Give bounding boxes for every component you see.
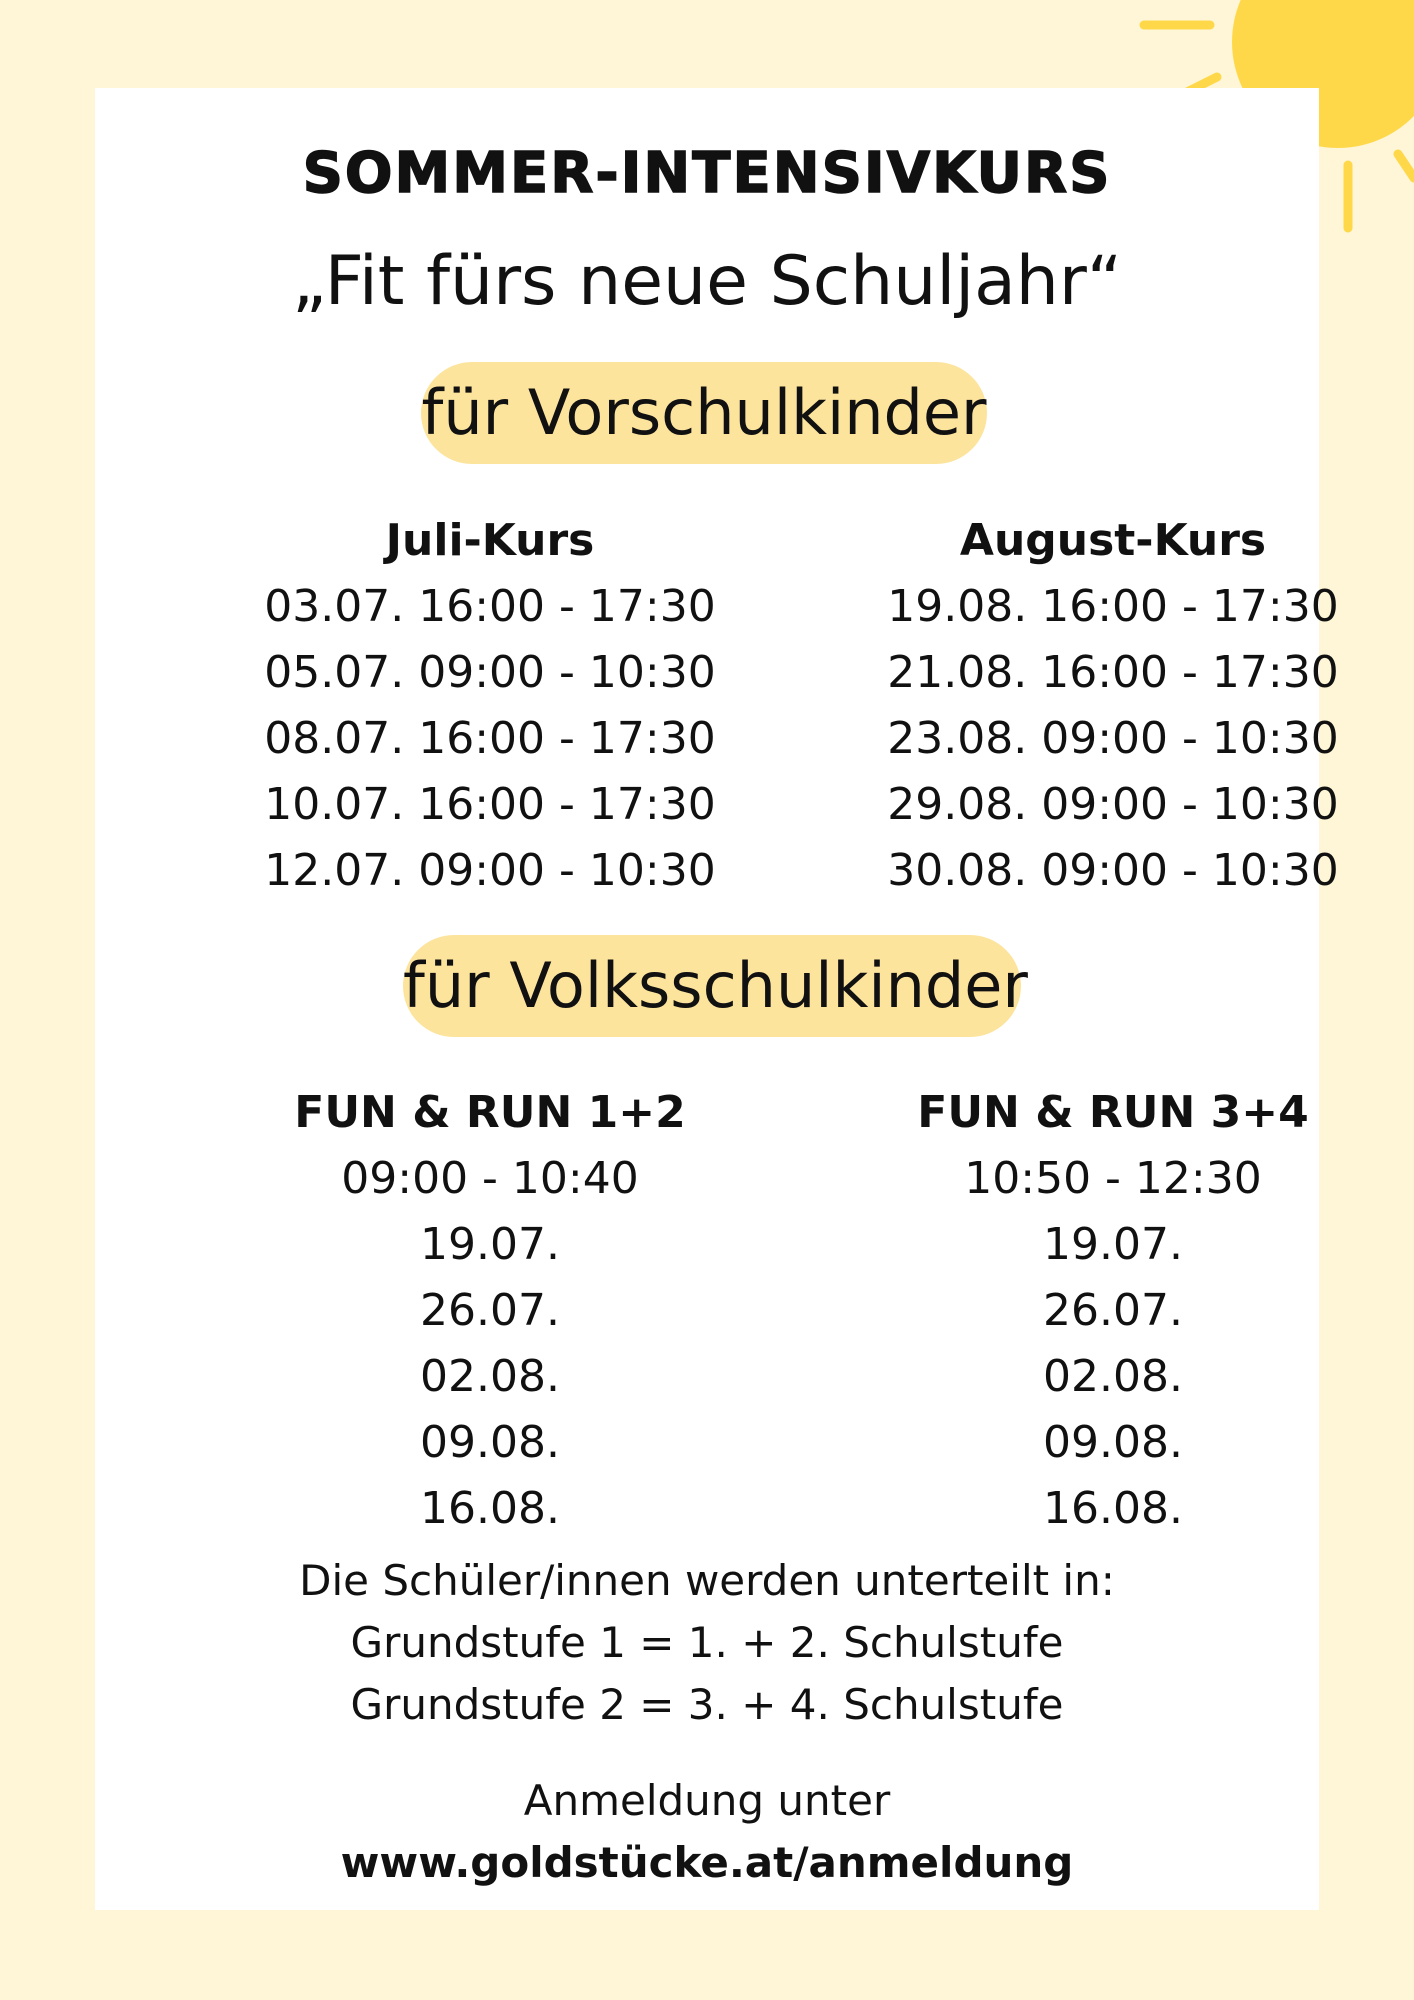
schedule-row: 21.08. 16:00 - 17:30 [887, 647, 1339, 698]
course-date: 02.08. [420, 1351, 560, 1402]
course-date: 19.07. [420, 1219, 560, 1270]
schedule-row: 05.07. 09:00 - 10:30 [264, 647, 716, 698]
schedule-row: 03.07. 16:00 - 17:30 [264, 581, 716, 632]
course-juli [210, 508, 770, 904]
notes-grundstufe-2: Grundstufe 2 = 3. + 4. Schulstufe [350, 1680, 1064, 1729]
notes-intro: Die Schüler/innen werden unterteilt in: [299, 1556, 1115, 1605]
course-date: 09.08. [420, 1417, 560, 1468]
section-label-vorschulkinder: für Vorschulkinder [421, 362, 987, 464]
flyer-card [95, 88, 1339, 1910]
schedule-row: 23.08. 09:00 - 10:30 [887, 713, 1339, 764]
section-label-volksschulkinder: für Volksschulkinder [403, 935, 1021, 1037]
schedule-row: 29.08. 09:00 - 10:30 [887, 779, 1339, 830]
notes-grundstufe-1: Grundstufe 1 = 1. + 2. Schulstufe [350, 1618, 1064, 1667]
course-date: 16.08. [1043, 1483, 1183, 1534]
schedule-row: 08.07. 16:00 - 17:30 [264, 713, 716, 764]
course-name: Juli-Kurs [385, 515, 595, 566]
course-fun-run-1-2 [210, 1080, 770, 1542]
signup-link[interactable]: www.goldstücke.at/anmeldung [340, 1838, 1074, 1887]
schedule-row: 30.08. 09:00 - 10:30 [887, 845, 1339, 896]
flyer-subtitle: „Fit fürs neue Schuljahr“ [291, 242, 1123, 321]
course-date: 16.08. [420, 1483, 560, 1534]
course-date: 26.07. [1043, 1285, 1183, 1336]
course-august [833, 508, 1393, 904]
course-date: 09.08. [1043, 1417, 1183, 1468]
course-date: 19.07. [1043, 1219, 1183, 1270]
course-time: 10:50 - 12:30 [964, 1153, 1262, 1204]
course-name: FUN & RUN 1+2 [294, 1087, 686, 1138]
course-fun-run-3-4 [833, 1080, 1393, 1542]
grouping-notes [95, 1550, 1319, 1736]
course-name: August-Kurs [959, 515, 1267, 566]
course-name: FUN & RUN 3+4 [917, 1087, 1309, 1138]
course-time: 09:00 - 10:40 [341, 1153, 639, 1204]
flyer-title: SOMMER-INTENSIVKURS [302, 141, 1112, 206]
course-date: 26.07. [420, 1285, 560, 1336]
schedule-row: 10.07. 16:00 - 17:30 [264, 779, 716, 830]
course-date: 02.08. [1043, 1351, 1183, 1402]
schedule-row: 19.08. 16:00 - 17:30 [887, 581, 1339, 632]
signup-label: Anmeldung unter [523, 1776, 891, 1825]
schedule-row: 12.07. 09:00 - 10:30 [264, 845, 716, 896]
